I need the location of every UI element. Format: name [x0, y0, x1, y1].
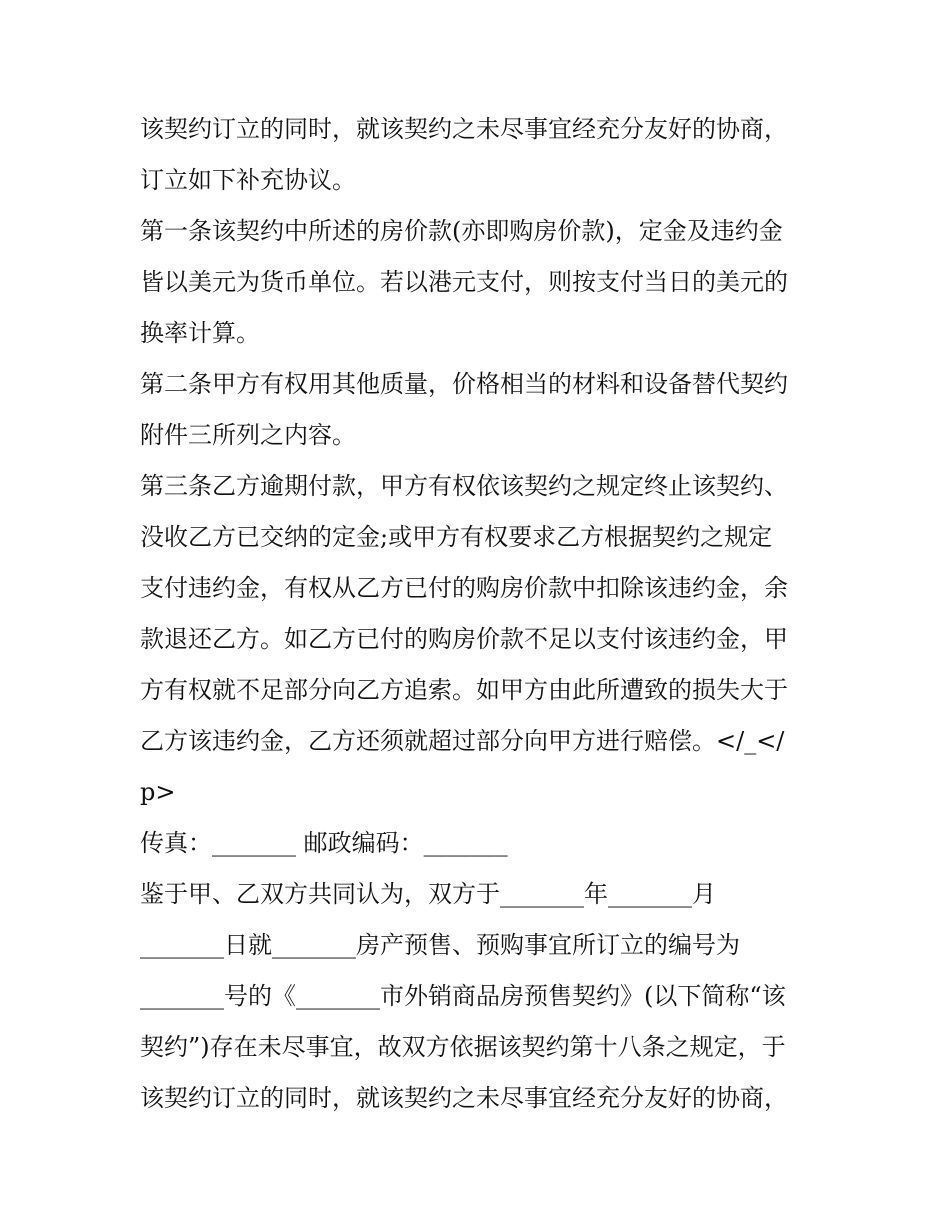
text-line: 方有权就不足部分向乙方追索。如甲方由此所遭致的损失大于 — [140, 676, 788, 704]
text-line: 传真：_______ 邮政编码：_______ — [140, 829, 508, 857]
text-line: 附件三所列之内容。 — [140, 421, 356, 449]
text-line: 款退还乙方。如乙方已付的购房价款不足以支付该违约金，甲 — [140, 625, 788, 653]
text-line: 支付违约金，有权从乙方已付的购房价款中扣除该违约金，余 — [140, 574, 788, 602]
text-line: 第一条该契约中所述的房价款(亦即购房价款)，定金及违约金 — [140, 217, 783, 245]
text-line: 换率计算。 — [140, 319, 260, 347]
text-line: 没收乙方已交纳的定金;或甲方有权要求乙方根据契约之规定 — [140, 523, 773, 551]
text-line: p> — [140, 778, 176, 806]
text-line: 第三条乙方逾期付款，甲方有权依该契约之规定终止该契约、 — [140, 472, 788, 500]
text-line: 该契约订立的同时，就该契约之未尽事宜经充分友好的协商， — [140, 115, 788, 143]
text-line: 订立如下补充协议。 — [140, 166, 356, 194]
text-line: 皆以美元为货币单位。若以港元支付，则按支付当日的美元的 — [140, 268, 788, 296]
text-line: 契约”)存在未尽事宜，故双方依据该契约第十八条之规定，于 — [140, 1033, 786, 1061]
document-body — [140, 104, 820, 1124]
text-line: 第二条甲方有权用其他质量，价格相当的材料和设备替代契约 — [140, 370, 788, 398]
text-line: _______日就_______房产预售、预购事宜所订立的编号为 — [140, 931, 740, 959]
text-line: 该契约订立的同时，就该契约之未尽事宜经充分友好的协商， — [140, 1084, 788, 1112]
text-line: _______号的《_______市外销商品房预售契约》(以下简称“该 — [140, 982, 786, 1010]
text-line: 鉴于甲、乙双方共同认为，双方于_______年_______月 — [140, 880, 716, 908]
text-line: 乙方该违约金，乙方还须就超过部分向甲方进行赔偿。</_</ — [140, 727, 785, 755]
